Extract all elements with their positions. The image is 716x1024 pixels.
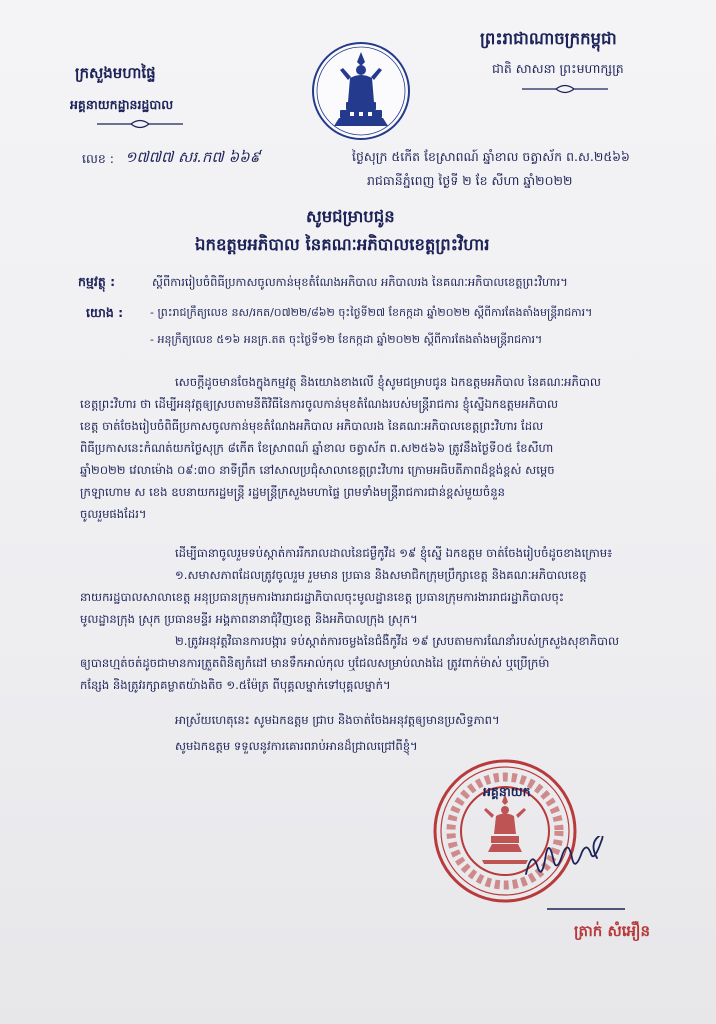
body-line: ខេត្តព្រះវិហារ ថា ដើម្បីអនុវត្តឲ្យស្របតាមនីតិវិធីនៃការចូលកាន់មុខតំណែងរបស់មន្ត្រីរាជការ ខ្ញុំស្នើឯកឧត្តមអភិបាល <box>80 397 559 411</box>
lunar-date: ថ្ងៃសុក្រ ៥កើត ខែស្រាពណ៍ ឆ្នាំខាល ចត្វាស័ក ព.ស.២៥៦៦ <box>352 149 630 164</box>
signatory-position: អគ្គនាយក <box>483 784 531 799</box>
ministry-emblem-icon <box>310 40 412 142</box>
body-line: ក្រឡាហោម ស ខេង ឧបនាយករដ្ឋមន្ត្រី រដ្ឋមន្ត្រីក្រសួងមហាផ្ទៃ ព្រមទាំងមន្ត្រីរាជការជាន់ខ្ពស់មួយចំនួន <box>80 485 505 499</box>
subject-text: ស្តីពីការរៀបចំពិធីប្រកាសចូលកាន់មុខតំណែងអភិបាល អភិបាលរង នៃគណៈអភិបាលខេត្តព្រះវិហារ។ <box>152 275 568 289</box>
salutation-title: សូមជម្រាបជូន <box>306 207 395 226</box>
references-label: យោង : <box>86 305 124 320</box>
solar-date: រាជធានីភ្នំពេញ ថ្ងៃទី ២ ខែ សីហា ឆ្នាំ២០២២ <box>367 173 573 188</box>
body-line: កន្សែង និងត្រូវរក្សាគម្លាតយ៉ាងតិច ១.៥ម៉ែត្រ ពីបុគ្គលម្នាក់ទៅបុគ្គលម្នាក់។ <box>80 678 391 692</box>
body-line: ចូលរួមផងដែរ។ <box>80 507 147 521</box>
reference-item: - ព្រះរាជក្រឹត្យលេខ នស/រកត/០៧២២/៨៦២ ចុះថ្ងៃទី២៧ ខែកក្កដា ឆ្នាំ២០២២ ស្តីពីការតែងតាំងមន្ត្រីរាជការ។ <box>150 306 593 319</box>
recipient-title: ឯកឧត្តមអភិបាល នៃគណៈអភិបាលខេត្តព្រះវិហារ <box>195 235 490 254</box>
department-ornament <box>95 118 185 130</box>
list-item: ២.ត្រូវអនុវត្តវិធានការបង្ការ ទប់ស្កាត់ការចម្លងនៃជំងឺកូវីដ ១៩ ស្របតាមការណែនាំរបស់ក្រសួងសុខាភិបាល <box>175 634 620 648</box>
signatory-name: ត្រាក់ សំអឿន <box>574 922 651 940</box>
reference-number: ១៧៧៧ សរ.ក៧ ៦៦៩ <box>125 148 261 166</box>
body-line: ឲ្យបានហ្មត់ចត់ដូចជាមានការត្រួតពិនិត្យកំដៅ មានទឹកអាល់កុល ឬជែលសម្រាប់លាងដៃ ត្រូវពាក់ម៉ាស់ ឬប្រើក្រម៉ា <box>80 656 550 670</box>
body-line: ពិធីប្រកាសនេះកំណត់យកថ្ងៃសុក្រ ៨កើត ខែស្រាពណ៍ ឆ្នាំខាល ចត្វាស័ក ព.ស២៥៦៦ ត្រូវនឹងថ្ងៃទី០៥ ខែសីហា <box>80 441 554 455</box>
national-motto: ជាតិ សាសនា ព្រះមហាក្សត្រ <box>492 61 624 76</box>
body-line: ដើម្បីធានាចូលរួមទប់ស្កាត់ការរីករាលដាលនៃជម្ងឺកូវីដ ១៩ ខ្ញុំស្នើ ឯកឧត្តម ចាត់ចែងរៀបចំដូចខាងក្រោម៖ <box>175 546 613 560</box>
closing-line: សូមឯកឧត្តម ទទួលនូវការគោរពរាប់អានដ៏ជ្រាលជ្រៅពីខ្ញុំ។ <box>175 739 418 753</box>
list-item: ១.សមាសភាពដែលត្រូវចូលរួម រួមមាន ប្រធាន និងសមាជិកក្រុមប្រឹក្សាខេត្ត និងគណៈអភិបាលខេត្ត <box>175 568 587 582</box>
body-line: ឆ្នាំ២០២២ វេលាម៉ោង ០៩:៣០ នាទីព្រឹក នៅសាលប្រជុំសាលាខេត្តព្រះវិហារ ក្រោមអធិបតីភាពដ៏ខ្ពង់ខ្ពស់ សម្តេច <box>80 463 555 477</box>
body-line: ខេត្ត ចាត់ចែងរៀបចំពិធីប្រកាសចូលកាន់មុខតំណែងអភិបាល អភិបាលរង នៃគណៈអភិបាលខេត្តព្រះវិហារ ដែល <box>80 419 544 433</box>
reference-label: លេខ : <box>82 151 114 166</box>
ministry-name: ក្រសួងមហាផ្ទៃ <box>75 64 156 82</box>
signature-underline <box>545 906 627 912</box>
department-name: អគ្គនាយកដ្ឋានរដ្ឋបាល <box>70 97 174 112</box>
kingdom-title: ព្រះរាជាណាចក្រកម្ពុជា <box>480 29 617 48</box>
body-line: នាយករដ្ឋបាលសាលាខេត្ត អនុប្រធានក្រុមការងាររាជរដ្ឋាភិបាលចុះមូលដ្ឋានខេត្ត ប្រធានក្រុមការងាររាជរដ្ឋាភិបាលចុះ <box>80 590 564 604</box>
reference-item: - អនុក្រឹត្យលេខ ៥១៦ អនក្រ.តត ចុះថ្ងៃទី១២ ខែកក្កដា ឆ្នាំ២០២២ ស្តីពីការតែងតាំងមន្ត្រីរាជការ។ <box>150 333 543 346</box>
handwritten-signature <box>520 836 610 886</box>
motto-ornament <box>520 83 610 95</box>
subject-label: កម្មវត្ថុ : <box>78 274 116 289</box>
closing-line: អាស្រ័យហេតុនេះ សូមឯកឧត្តម ជ្រាប និងចាត់ចែងអនុវត្តឲ្យមានប្រសិទ្ធភាព។ <box>175 713 500 727</box>
body-line: សេចក្តីដូចមានចែងក្នុងកម្មវត្ថុ និងយោងខាងលើ ខ្ញុំសូមជម្រាបជូន ឯកឧត្តមអភិបាល នៃគណៈអភិបាល <box>175 375 601 389</box>
body-line: មូលដ្ឋានក្រុង ស្រុក ប្រធានមន្ទីរ អង្គភាពនានាជុំវិញខេត្ត និងអភិបាលក្រុង ស្រុក។ <box>80 612 418 626</box>
